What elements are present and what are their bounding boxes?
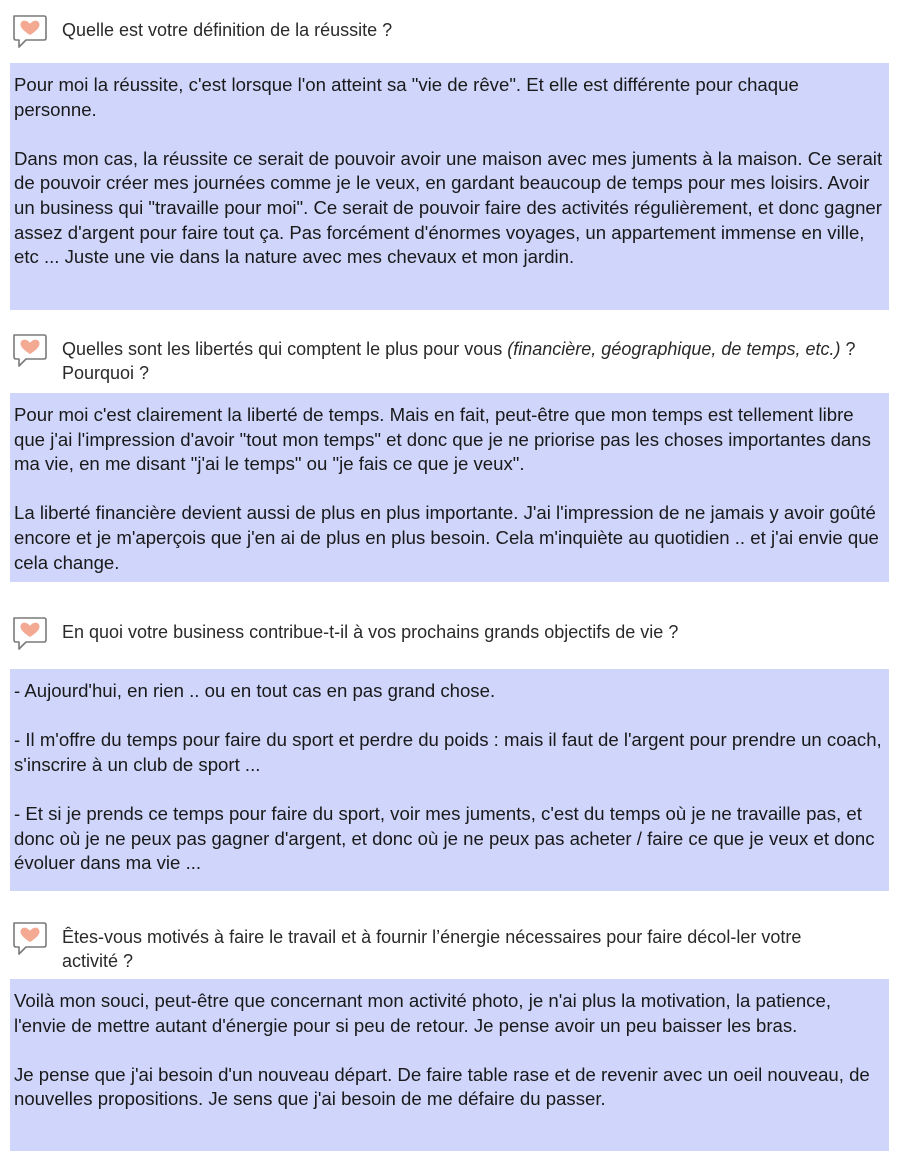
answer-box-4 (10, 979, 889, 1151)
answer-paragraph: Voilà mon souci, peut-être que concernant mon activité photo, je n'ai plus la motivation, la patience, l'envie de mettre autant d'énergie pour si peu de retour. Je pense avoir un peu baisser les bras. (14, 990, 831, 1036)
question-text (62, 331, 890, 385)
question-text: Quelle est votre définition de la réussite ? (62, 20, 393, 40)
answer-paragraph: Dans mon cas, la réussite ce serait de pouvoir avoir une maison avec mes juments à la maison. Ce serait de pouvoir créer mes journées comme je le veux, en gardant beaucoup de temps pour mes loisirs. Avoir un business qui "travaille pour moi". Ce serait de pouvoir faire des activités régulièrement, et donc gagner assez d'argent pour faire tout ça. Pas forcément d'énormes voyages, un appartement immense en ville, etc ... Juste une vie dans la nature avec mes chevaux et mon jardin. (14, 147, 883, 268)
question-1 (10, 12, 890, 52)
question-4 (10, 919, 890, 973)
answer-box-3 (10, 669, 889, 891)
question-text: En quoi votre business contribue-t-il à vos prochains grands objectifs de vie ? (62, 622, 679, 642)
question-text: Êtes-vous motivés à faire le travail et à fournir l’énergie nécessaires pour faire décol-ler votre activité ? (62, 927, 802, 971)
heart-speech-bubble-icon (10, 919, 50, 959)
question-2 (10, 331, 890, 385)
heart-speech-bubble-icon (10, 12, 50, 52)
heart-speech-bubble-icon (10, 614, 50, 654)
answer-paragraph: Je pense que j'ai besoin d'un nouveau départ. De faire table rase et de revenir avec un oeil nouveau, de nouvelles propositions. Je sens que j'ai besoin de me défaire du passer. (14, 1063, 870, 1110)
question-text-end: ? Pourquoi ? (62, 339, 856, 383)
answer-paragraph: - Il m'offre du temps pour faire du sport et perdre du poids : mais il faut de l'argent pour prendre un coach, s'inscrire à un club de sport ... (14, 729, 882, 775)
answer-paragraph: La liberté financière devient aussi de plus en plus importante. J'ai l'impression de ne jamais y avoir goûté encore et je m'aperçois que j'en ai de plus en plus besoin. Cela m'inquiète au quotidien .. et j'ai envie que cela change. (14, 502, 879, 573)
question-text-italic: (financière, géographique, de temps, etc.) (507, 339, 841, 359)
answer-box-2 (10, 393, 889, 582)
heart-speech-bubble-icon (10, 331, 50, 371)
answer-paragraph: Pour moi la réussite, c'est lorsque l'on atteint sa "vie de rêve". Et elle est différente pour chaque personne. (14, 74, 799, 120)
answer-paragraph: - Et si je prends ce temps pour faire du sport, voir mes juments, c'est du temps où je ne travaille pas, et donc où je ne peux pas gagner d'argent, et donc où je ne peux pas acheter / faire ce que je veux et donc évoluer dans ma vie ... (14, 802, 875, 874)
question-text-main: Quelles sont les libertés qui comptent le plus pour vous (62, 339, 503, 359)
answer-paragraph: - Aujourd'hui, en rien .. ou en tout cas en pas grand chose. (14, 680, 496, 701)
answer-box-1 (10, 63, 889, 310)
answer-paragraph: Pour moi c'est clairement la liberté de temps. Mais en fait, peut-être que mon temps est tellement libre que j'ai l'impression d'avoir "tout mon temps" et donc que je ne priorise pas les choses importantes dans ma vie, en me disant "j'ai le temps" ou "je fais ce que je veux". (14, 404, 871, 475)
question-3 (10, 614, 890, 654)
